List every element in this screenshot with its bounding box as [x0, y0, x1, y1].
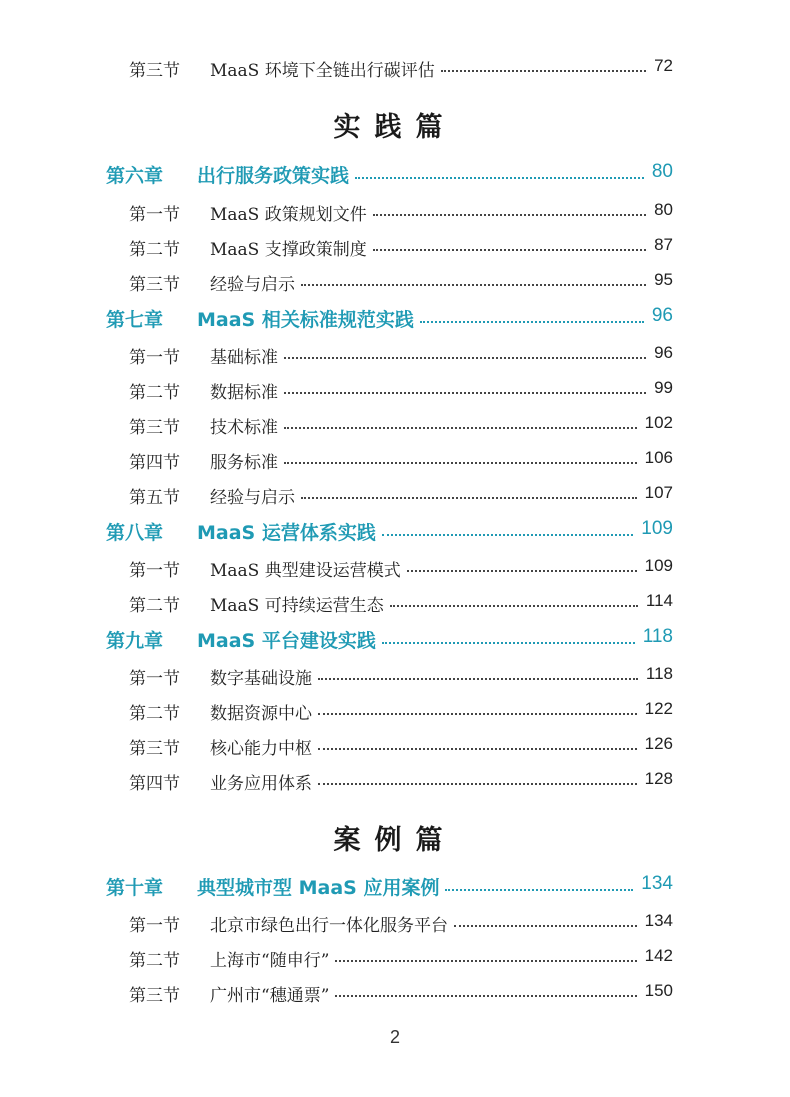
section-entry: [0, 946, 790, 972]
section-entry: [0, 556, 790, 582]
section-number: 第五节: [129, 488, 180, 508]
section-entry: [0, 235, 790, 261]
page-reference: 134: [644, 911, 673, 930]
section-entry: [0, 413, 790, 439]
dot-leader: [441, 68, 646, 72]
page-reference: 80: [654, 200, 673, 219]
section-entry: [0, 270, 790, 296]
section-entry: [0, 200, 790, 226]
section-entry: [0, 343, 790, 369]
section-number: 第三节: [129, 739, 180, 759]
page-reference: 134: [641, 873, 673, 894]
chapter-number: 第六章: [106, 165, 164, 187]
chapter-entry: [0, 873, 790, 899]
dot-leader: [318, 781, 637, 785]
page-reference: 96: [654, 343, 673, 362]
dot-leader: [335, 958, 637, 962]
page-reference: 118: [645, 664, 673, 683]
page-reference: 102: [644, 413, 673, 432]
dot-leader: [454, 923, 637, 927]
section-title: 数据标准: [210, 383, 278, 403]
section-title: 经验与启示: [210, 488, 295, 508]
section-number: 第二节: [129, 596, 180, 616]
section-title: MaaS 环境下全链出行碳评估: [210, 61, 435, 81]
section-number: 第三节: [129, 61, 180, 81]
dot-leader: [318, 746, 637, 750]
section-title: 广州市“穗通票”: [210, 986, 330, 1006]
section-number: 第一节: [129, 916, 180, 936]
page-reference: 99: [654, 378, 673, 397]
chapter-title: MaaS 运营体系实践: [197, 522, 376, 544]
section-title: 技术标准: [210, 418, 278, 438]
dot-leader: [382, 640, 635, 644]
section-title: 上海市“随申行”: [210, 951, 330, 971]
dot-leader: [284, 460, 637, 464]
section-number: 第三节: [129, 418, 180, 438]
section-entry: [0, 981, 790, 1007]
dot-leader: [382, 532, 633, 536]
section-title: 数据资源中心: [210, 704, 312, 724]
section-title: MaaS 可持续运营生态: [210, 596, 384, 616]
chapter-title: MaaS 平台建设实践: [197, 630, 376, 652]
section-entry: [0, 769, 790, 795]
section-entry: [0, 448, 790, 474]
section-title: 经验与启示: [210, 275, 295, 295]
section-entry: [0, 699, 790, 725]
page-reference: 96: [651, 305, 673, 326]
page-reference: 114: [645, 591, 673, 610]
chapter-entry: [0, 161, 790, 187]
page-number: 2: [389, 1027, 400, 1047]
page-reference: 118: [642, 626, 673, 647]
dot-leader: [284, 355, 646, 359]
page-reference: 87: [654, 235, 673, 254]
page-reference: 95: [654, 270, 673, 289]
section-number: 第三节: [129, 986, 180, 1006]
chapter-title: MaaS 相关标准规范实践: [197, 309, 414, 331]
section-number: 第三节: [129, 275, 180, 295]
page-reference: 122: [644, 699, 673, 718]
section-title: 北京市绿色出行一体化服务平台: [210, 916, 448, 936]
part-heading: 实践篇: [333, 112, 457, 143]
section-entry: [0, 378, 790, 404]
dot-leader: [284, 390, 646, 394]
page-reference: 80: [651, 161, 673, 182]
chapter-number: 第八章: [106, 522, 164, 544]
section-title: 基础标准: [210, 348, 278, 368]
page-reference: 72: [654, 56, 673, 75]
section-title: 数字基础设施: [210, 669, 312, 689]
section-number: 第二节: [129, 951, 180, 971]
section-title: 服务标准: [210, 453, 278, 473]
dot-leader: [373, 212, 646, 216]
section-entry: [0, 911, 790, 937]
chapter-title: 典型城市型 MaaS 应用案例: [197, 877, 440, 899]
page-reference: 107: [644, 483, 673, 502]
page-reference: 150: [644, 981, 673, 1000]
dot-leader: [318, 711, 637, 715]
chapter-number: 第九章: [106, 630, 164, 652]
page-reference: 109: [641, 518, 673, 539]
section-number: 第一节: [129, 348, 180, 368]
chapter-entry: [0, 626, 790, 652]
chapter-entry: [0, 305, 790, 331]
page-reference: 109: [644, 556, 673, 575]
dot-leader: [390, 603, 638, 607]
dot-leader: [318, 676, 638, 680]
page-reference: 142: [644, 946, 673, 965]
section-number: 第一节: [129, 669, 180, 689]
section-entry: [0, 664, 790, 690]
dot-leader: [355, 175, 644, 179]
dot-leader: [301, 495, 637, 499]
dot-leader: [407, 568, 637, 572]
section-number: 第一节: [129, 561, 180, 581]
dot-leader: [445, 887, 633, 891]
section-number: 第四节: [129, 453, 180, 473]
part-heading: 案例篇: [333, 825, 457, 856]
dot-leader: [301, 282, 646, 286]
section-number: 第二节: [129, 383, 180, 403]
section-number: 第一节: [129, 205, 180, 225]
chapter-number: 第十章: [106, 877, 164, 899]
dot-leader: [284, 425, 637, 429]
dot-leader: [373, 247, 646, 251]
page-reference: 126: [644, 734, 673, 753]
section-title: 核心能力中枢: [210, 739, 312, 759]
page-reference: 128: [644, 769, 673, 788]
chapter-entry: [0, 518, 790, 544]
section-entry: [0, 56, 790, 82]
dot-leader: [420, 319, 644, 323]
section-number: 第四节: [129, 774, 180, 794]
section-entry: [0, 734, 790, 760]
dot-leader: [335, 993, 637, 997]
section-number: 第二节: [129, 704, 180, 724]
section-title: MaaS 政策规划文件: [210, 205, 367, 225]
chapter-number: 第七章: [106, 309, 164, 331]
section-title: MaaS 支撑政策制度: [210, 240, 367, 260]
section-title: 业务应用体系: [210, 774, 312, 794]
chapter-title: 出行服务政策实践: [197, 165, 350, 187]
section-entry: [0, 591, 790, 617]
section-number: 第二节: [129, 240, 180, 260]
page-reference: 106: [644, 448, 673, 467]
section-entry: [0, 483, 790, 509]
section-title: MaaS 典型建设运营模式: [210, 561, 401, 581]
